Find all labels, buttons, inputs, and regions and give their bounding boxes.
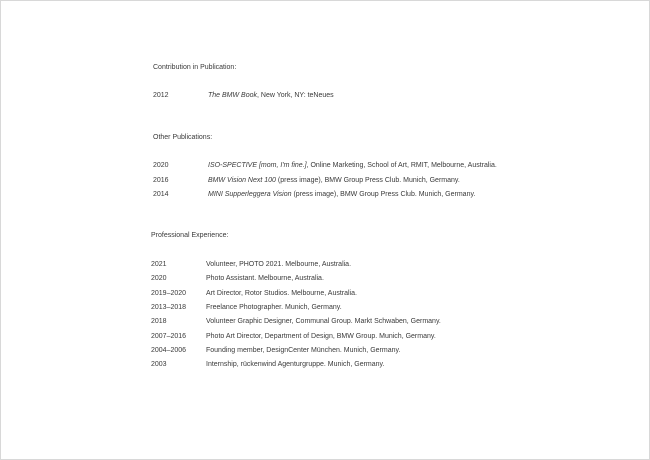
publication-entry [208, 161, 497, 170]
experience-year: 2007–2016 [151, 332, 187, 340]
publication-year: 2014 [153, 191, 169, 198]
publication-year: 2020 [153, 162, 169, 169]
publication-details: (press image), BMW Group Press Club. Munich, Germany. [291, 191, 476, 198]
experience-entry: Art Director, Rotor Studios. Melbourne, Australia. [206, 289, 357, 297]
contribution-heading: Contribution in Publication: [153, 64, 237, 71]
experience-entry: Volunteer, PHOTO 2021. Melbourne, Australia. [206, 261, 352, 268]
experience-year: 2019–2020 [151, 289, 187, 297]
experience-year: 2004–2006 [151, 346, 187, 354]
experience-year: 2003 [151, 361, 167, 369]
contribution-entry [208, 91, 334, 100]
publication-title: BMW Vision Next 100 [208, 177, 276, 184]
publication-title: ISO-SPECTIVE [mom, I'm fine.] [208, 162, 307, 169]
experience-year: 2013–2018 [151, 303, 187, 311]
experience-entry: Photo Assistant. Melbourne, Australia. [206, 275, 324, 283]
experience-entry: Founding member, DesignCenter München. Munich, Germany. [206, 346, 401, 354]
experience-year: 2021 [151, 261, 167, 268]
publication-details: (press image), BMW Group Press Club. Munich, Germany. [275, 177, 460, 184]
experience-heading: Professional Experience: [151, 232, 229, 239]
contribution-year: 2012 [153, 92, 169, 99]
publication-entry [208, 190, 475, 199]
experience-entry: Volunteer Graphic Designer, Communal Group. Markt Schwaben, Germany. [206, 318, 441, 326]
experience-entry: Photo Art Director, Department of Design, BMW Group. Munich, Germany. [206, 332, 436, 340]
experience-entry: Freelance Photographer. Munich, Germany. [206, 303, 342, 311]
publication-details: , New York, NY: teNeues [257, 92, 334, 99]
experience-year: 2018 [151, 318, 167, 326]
publication-entry [208, 176, 460, 185]
experience-entry: Internship, rückenwind Agenturgruppe. Munich, Germany. [206, 361, 385, 369]
experience-year: 2020 [151, 275, 167, 283]
publication-year: 2016 [153, 177, 169, 184]
publication-title: The BMW Book [208, 92, 258, 99]
other-heading: Other Publications: [153, 134, 213, 141]
publication-title: MINI Supperleggera Vision [208, 191, 292, 198]
publication-details: , Online Marketing, School of Art, RMIT, Melbourne, Australia. [306, 162, 497, 169]
